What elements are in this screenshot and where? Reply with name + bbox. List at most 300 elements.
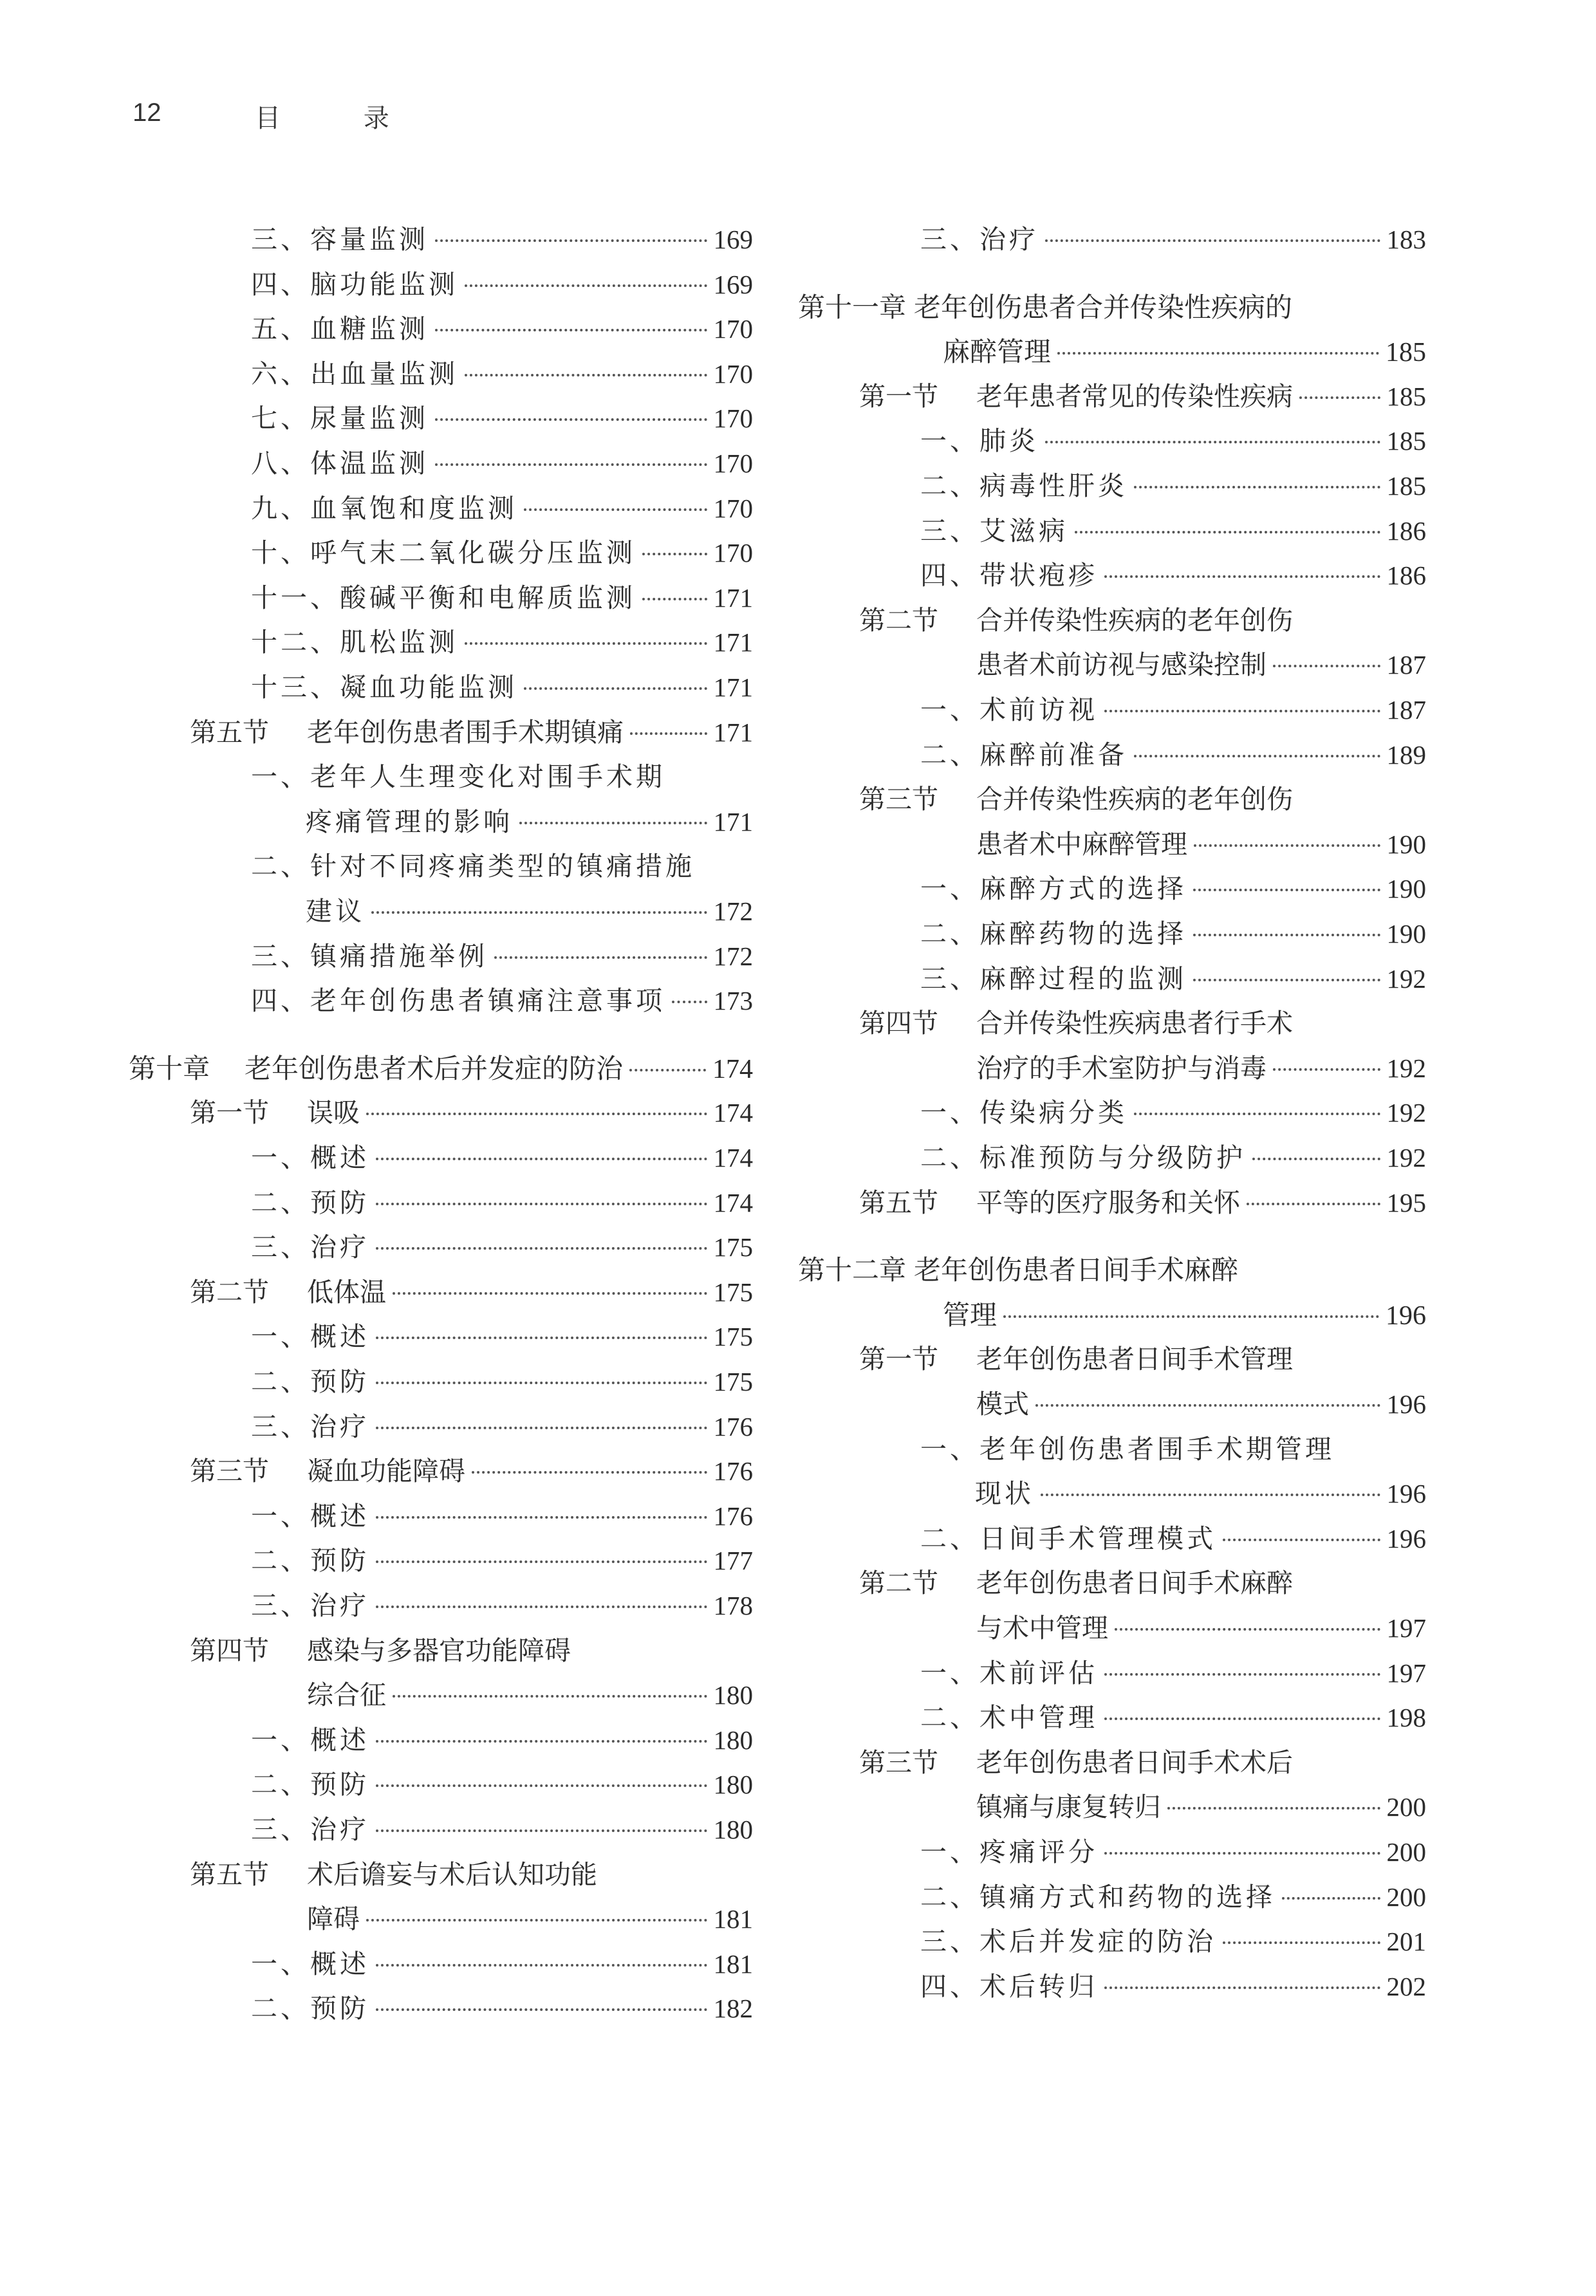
toc-entry-title: 概述 — [310, 1321, 369, 1353]
dot-leader — [465, 374, 707, 376]
toc-entry-title: 概述 — [310, 1142, 369, 1173]
toc-entry[interactable] — [251, 844, 753, 889]
toc-entry-label: 第三节 — [859, 784, 938, 815]
toc-entry-page: 170 — [713, 493, 753, 523]
toc-entry-label: 二、 — [920, 1881, 979, 1912]
toc-entry-title: 病毒性肝炎 — [979, 470, 1127, 501]
toc-entry-label: 第三节 — [190, 1456, 269, 1487]
toc-entry-page: 186 — [1386, 560, 1426, 591]
toc-entry[interactable] — [251, 1539, 753, 1583]
toc-entry-title: 镇痛措施举例 — [310, 940, 488, 972]
dot-leader — [1134, 486, 1380, 488]
toc-entry-page: 176 — [713, 1456, 753, 1486]
dot-leader — [376, 1337, 707, 1339]
toc-entry[interactable] — [251, 576, 753, 620]
toc-entry-page: 183 — [1386, 225, 1426, 254]
dot-leader — [1104, 1717, 1380, 1720]
toc-entry-title: 老年创伤患者镇痛注意事项 — [310, 985, 665, 1017]
dot-leader — [1193, 889, 1380, 891]
toc-entry-label: 二、 — [920, 470, 979, 501]
toc-entry-page: 196 — [1386, 1523, 1426, 1553]
toc-entry-title: 感染与多器官功能障碍 — [307, 1634, 571, 1666]
dot-leader — [376, 1740, 707, 1743]
toc-entry-label: 二、 — [920, 918, 979, 949]
toc-entry-label: 第十二章 — [798, 1254, 907, 1286]
toc-entry-title: 预防 — [310, 1545, 369, 1577]
toc-entry-label: 一、 — [920, 425, 979, 457]
toc-entry-title: 脑功能监测 — [310, 268, 458, 300]
toc-entry-label: 一、 — [251, 1500, 310, 1532]
toc-entry-title: 凝血功能障碍 — [307, 1456, 465, 1487]
toc-entry-title: 合并传染性疾病患者行手术 — [976, 1008, 1293, 1039]
toc-entry-label: 九、 — [251, 492, 310, 524]
toc-entry-label: 二、 — [251, 1366, 310, 1397]
dot-leader — [465, 642, 707, 645]
toc-entry-page: 173 — [713, 986, 753, 1016]
toc-entry[interactable] — [306, 889, 753, 934]
toc-entry-title: 治疗 — [310, 1232, 369, 1263]
toc-entry-title: 肺炎 — [979, 425, 1039, 457]
toc-entry-page: 177 — [713, 1546, 753, 1576]
toc-entry-title: 凝血功能监测 — [340, 672, 517, 703]
toc-entry-title: 老年人生理变化对围手术期 — [310, 761, 665, 793]
toc-entry-page: 190 — [1386, 874, 1426, 904]
toc-entry-title: 血氧饱和度监测 — [310, 492, 517, 524]
toc-entry[interactable] — [859, 1561, 1426, 1606]
dot-leader — [376, 2008, 707, 2011]
toc-entry-label: 第一节 — [190, 1097, 269, 1129]
toc-entry[interactable] — [251, 1986, 753, 2031]
toc-entry[interactable] — [251, 1315, 753, 1359]
toc-entry[interactable] — [251, 218, 753, 262]
dot-leader — [376, 1158, 707, 1160]
toc-entry-page: 190 — [1386, 919, 1426, 949]
toc-entry-label: 一、 — [920, 873, 979, 905]
toc-entry-label: 一、 — [920, 694, 979, 725]
dot-leader — [629, 1069, 706, 1071]
toc-entry-label: 第五节 — [190, 716, 269, 748]
toc-entry-label: 二、 — [251, 1545, 310, 1577]
toc-entry-page: 198 — [1386, 1703, 1426, 1733]
toc-entry-title: 出血量监测 — [310, 358, 458, 389]
toc-entry[interactable] — [251, 665, 753, 710]
toc-entry-page: 181 — [713, 1904, 753, 1934]
page-header — [133, 98, 427, 133]
dot-leader — [1299, 396, 1380, 399]
toc-entry-label: 一、 — [251, 1321, 310, 1353]
toc-entry[interactable] — [920, 218, 1426, 262]
toc-entry-title: 血糖监测 — [310, 313, 429, 345]
toc-entry-label: 二、 — [251, 851, 310, 882]
toc-entry-label: 三、 — [251, 1232, 310, 1263]
dot-leader — [435, 329, 707, 331]
toc-entry-title: 老年创伤患者日间手术术后 — [976, 1746, 1293, 1778]
toc-entry[interactable] — [976, 1046, 1426, 1091]
toc-entry[interactable] — [129, 1046, 753, 1091]
toc-entry-label: 一、 — [251, 761, 310, 793]
dot-leader — [630, 732, 707, 735]
toc-entry[interactable] — [251, 1942, 753, 1986]
dot-leader — [376, 1829, 707, 1832]
toc-entry-page: 200 — [1386, 1882, 1426, 1912]
toc-entry-label: 二、 — [251, 1187, 310, 1218]
toc-entry-title: 概述 — [310, 1724, 369, 1755]
toc-entry-label: 四、 — [251, 985, 310, 1017]
toc-entry[interactable] — [251, 755, 753, 799]
toc-entry-title: 误吸 — [307, 1097, 360, 1129]
toc-entry-label: 四、 — [920, 1970, 979, 2002]
dot-leader — [1045, 441, 1380, 443]
toc-entry-title: 日间手术管理模式 — [979, 1523, 1216, 1554]
toc-entry-label: 十三、 — [251, 672, 340, 703]
toc-entry-page: 170 — [713, 538, 753, 568]
toc-entry-page: 192 — [1386, 1143, 1426, 1172]
toc-entry-title: 传染病分类 — [979, 1097, 1127, 1129]
toc-entry[interactable] — [859, 375, 1426, 419]
toc-entry-page: 171 — [713, 672, 753, 702]
toc-entry[interactable] — [251, 1808, 753, 1852]
dot-leader — [435, 418, 707, 421]
toc-entry-page: 192 — [1386, 963, 1426, 994]
toc-entry-page: 190 — [1386, 829, 1426, 859]
toc-entry-page: 192 — [1386, 1053, 1426, 1083]
toc-entry[interactable] — [251, 1584, 753, 1628]
dot-leader — [494, 956, 707, 959]
toc-entry-title: 术前评估 — [979, 1657, 1098, 1689]
toc-entry[interactable] — [307, 1897, 753, 1941]
toc-entry-label: 五、 — [251, 313, 310, 345]
toc-entry[interactable] — [251, 441, 753, 486]
toc-entry-title: 治疗的手术室防护与消毒 — [976, 1052, 1267, 1084]
dot-leader — [1273, 665, 1380, 667]
toc-entry[interactable] — [943, 329, 1426, 374]
toc-entry-page: 197 — [1386, 1658, 1426, 1688]
toc-entry[interactable] — [798, 1248, 1426, 1292]
toc-entry-page: 171 — [713, 582, 753, 613]
toc-entry-title: 老年创伤患者围手术期管理 — [979, 1433, 1335, 1465]
toc-entry-page: 200 — [1386, 1792, 1426, 1822]
toc-entry-label: 二、 — [920, 1142, 979, 1173]
toc-entry-title: 带状疱疹 — [979, 560, 1098, 591]
dot-leader — [1003, 1315, 1379, 1318]
toc-entry[interactable] — [920, 957, 1426, 1001]
toc-entry[interactable] — [920, 912, 1426, 956]
toc-entry-page: 200 — [1386, 1837, 1426, 1867]
toc-entry-label: 第一节 — [859, 1344, 938, 1375]
toc-entry[interactable] — [859, 1337, 1426, 1382]
toc-entry[interactable] — [920, 733, 1426, 777]
toc-entry[interactable] — [920, 1875, 1426, 1920]
toc-entry-page: 187 — [1386, 695, 1426, 725]
toc-entry[interactable] — [920, 1651, 1426, 1696]
toc-entry-page: 171 — [713, 627, 753, 658]
toc-entry-title: 模式 — [976, 1389, 1029, 1420]
toc-entry-page: 174 — [712, 1054, 753, 1084]
toc-entry[interactable] — [920, 509, 1426, 553]
toc-entry-page: 174 — [713, 1098, 753, 1128]
toc-entry-page: 176 — [713, 1501, 753, 1531]
dot-leader — [1075, 531, 1380, 533]
toc-entry[interactable] — [920, 553, 1426, 598]
toc-entry-title: 术中管理 — [979, 1702, 1098, 1734]
toc-entry-page: 195 — [1386, 1187, 1426, 1217]
toc-entry-page: 174 — [713, 1143, 753, 1172]
dot-leader — [472, 1471, 707, 1474]
toc-entry-title: 治疗 — [310, 1814, 369, 1845]
toc-entry-title: 酸碱平衡和电解质监测 — [340, 582, 636, 613]
toc-entry[interactable] — [251, 531, 753, 575]
toc-entry[interactable] — [920, 1830, 1426, 1875]
toc-entry-page: 170 — [713, 314, 753, 344]
toc-entry-page: 201 — [1386, 1927, 1426, 1957]
toc-entry[interactable] — [251, 396, 753, 441]
dot-leader — [642, 598, 707, 600]
toc-entry-label: 一、 — [251, 1142, 310, 1173]
toc-entry-title: 老年创伤患者合并传染性疾病的 — [914, 291, 1293, 323]
toc-entry-page: 189 — [1386, 739, 1426, 770]
dot-leader — [1104, 1852, 1380, 1855]
dot-leader — [524, 508, 707, 511]
toc-entry[interactable] — [920, 464, 1426, 508]
dot-leader — [376, 1203, 707, 1205]
toc-entry[interactable] — [251, 934, 753, 979]
dot-leader — [1057, 352, 1379, 355]
toc-entry[interactable] — [920, 688, 1426, 732]
toc-entry[interactable] — [251, 620, 753, 665]
toc-entry[interactable] — [976, 643, 1426, 687]
toc-entry[interactable] — [976, 1382, 1426, 1427]
dot-leader — [465, 284, 707, 287]
toc-entry-label: 三、 — [251, 1590, 310, 1621]
toc-entry[interactable] — [798, 285, 1426, 329]
dot-leader — [376, 1516, 707, 1519]
toc-entry[interactable] — [975, 1472, 1426, 1516]
toc-entry-label: 三、 — [920, 224, 979, 255]
toc-entry-page: 169 — [713, 225, 753, 254]
toc-entry-title: 镇痛与康复转归 — [976, 1791, 1161, 1823]
toc-entry-label: 第十一章 — [798, 291, 907, 323]
toc-entry-page: 171 — [713, 717, 753, 747]
toc-entry[interactable] — [251, 1494, 753, 1539]
toc-entry-page: 185 — [1386, 381, 1426, 411]
toc-entry[interactable] — [251, 1763, 753, 1807]
dot-leader — [376, 1784, 707, 1787]
toc-entry-page: 182 — [713, 1994, 753, 2024]
toc-entry[interactable] — [859, 1741, 1426, 1785]
toc-entry-label: 八、 — [251, 448, 310, 479]
toc-entry-label: 三、 — [251, 940, 310, 972]
toc-entry-label: 一、 — [920, 1837, 979, 1867]
toc-entry-page: 185 — [1386, 426, 1426, 456]
toc-entry-title: 麻醉方式的选择 — [979, 873, 1187, 905]
toc-entry[interactable] — [976, 1606, 1426, 1651]
toc-entry-title: 针对不同疼痛类型的镇痛措施 — [310, 851, 695, 882]
toc-entry-label: 一、 — [920, 1097, 979, 1129]
toc-entry-title: 标准预防与分级防护 — [979, 1142, 1246, 1173]
toc-entry-title: 障碍 — [307, 1903, 360, 1935]
header-title: 目 录 — [255, 104, 427, 133]
toc-entry[interactable] — [251, 1181, 753, 1225]
dot-leader — [1134, 1113, 1380, 1115]
toc-entry-page: 181 — [713, 1949, 753, 1979]
toc-entry-title: 麻醉过程的监测 — [979, 963, 1187, 994]
toc-entry-label: 一、 — [920, 1657, 979, 1689]
dot-leader — [642, 553, 707, 555]
toc-entry-label: 三、 — [251, 1411, 310, 1442]
toc-entry-label: 三、 — [251, 1814, 310, 1845]
toc-entry-label: 六、 — [251, 358, 310, 389]
toc-entry[interactable] — [859, 1001, 1426, 1046]
toc-entry-label: 四、 — [251, 268, 310, 300]
toc-entry[interactable] — [190, 1449, 753, 1494]
toc-entry-title: 管理 — [943, 1299, 998, 1331]
toc-entry[interactable] — [920, 419, 1426, 463]
toc-entry[interactable] — [251, 979, 753, 1023]
dot-leader — [366, 1919, 707, 1921]
toc-entry[interactable] — [251, 1225, 753, 1270]
toc-entry-title: 体温监测 — [310, 448, 429, 479]
dot-leader — [393, 1695, 707, 1698]
toc-entry-label: 二、 — [920, 1702, 979, 1734]
toc-entry[interactable] — [190, 1091, 753, 1135]
dot-leader — [1223, 1941, 1380, 1944]
toc-entry-label: 四、 — [920, 560, 979, 591]
toc-entry[interactable] — [920, 1517, 1426, 1561]
dot-leader — [519, 822, 707, 824]
dot-leader — [1193, 979, 1380, 981]
toc-entry[interactable] — [920, 1091, 1426, 1135]
toc-entry-title: 概述 — [310, 1500, 369, 1532]
toc-entry-label: 第五节 — [190, 1858, 269, 1890]
toc-entry-page: 185 — [1386, 471, 1426, 501]
dot-leader — [1193, 934, 1380, 936]
toc-entry-page: 175 — [713, 1277, 753, 1307]
toc-entry[interactable] — [976, 1785, 1426, 1829]
toc-entry-title: 现状 — [975, 1478, 1034, 1510]
toc-entry[interactable] — [307, 1673, 753, 1717]
toc-entry[interactable] — [190, 1270, 753, 1315]
toc-entry-page: 196 — [1386, 1301, 1426, 1331]
toc-entry-page: 170 — [713, 449, 753, 478]
dot-leader — [1194, 844, 1380, 847]
toc-entry-page: 175 — [713, 1232, 753, 1263]
toc-entry-title: 低体温 — [307, 1276, 386, 1308]
toc-entry-title: 预防 — [310, 1769, 369, 1801]
toc-entry[interactable] — [190, 710, 753, 755]
dot-leader — [376, 1247, 707, 1250]
toc-entry[interactable] — [251, 1405, 753, 1449]
toc-entry-label: 第一节 — [859, 380, 938, 412]
toc-entry[interactable] — [190, 1853, 753, 1897]
dot-leader — [376, 1964, 707, 1967]
toc-entry[interactable] — [920, 1965, 1426, 2009]
dot-leader — [376, 1382, 707, 1384]
toc-entry[interactable] — [251, 1360, 753, 1404]
toc-entry-title: 患者术前访视与感染控制 — [976, 649, 1267, 681]
toc-entry-page: 185 — [1386, 338, 1426, 368]
toc-entry-label: 一、 — [920, 1433, 979, 1465]
dot-leader — [1247, 1203, 1380, 1205]
toc-entry-title: 疼痛管理的影响 — [306, 806, 513, 837]
toc-entry[interactable] — [943, 1293, 1426, 1337]
toc-entry-label: 二、 — [251, 1993, 310, 2024]
toc-entry-title: 平等的医疗服务和关怀 — [976, 1187, 1240, 1218]
toc-entry-title: 老年创伤患者日间手术管理 — [976, 1344, 1293, 1375]
dot-leader — [1104, 710, 1380, 712]
toc-entry-label: 第二节 — [859, 604, 938, 636]
toc-entry[interactable] — [251, 1136, 753, 1180]
toc-entry-page: 202 — [1386, 1971, 1426, 2001]
dot-leader — [1167, 1807, 1380, 1810]
toc-entry[interactable] — [920, 1920, 1426, 1964]
toc-entry[interactable] — [306, 800, 753, 844]
toc-entry-label: 第二节 — [190, 1276, 269, 1308]
toc-entry-title: 镇痛方式和药物的选择 — [979, 1881, 1276, 1912]
toc-entry-title: 术后并发症的防治 — [979, 1926, 1216, 1958]
toc-entry-title: 与术中管理 — [976, 1613, 1108, 1643]
toc-entry-page: 175 — [713, 1322, 753, 1352]
toc-entry-title: 治疗 — [310, 1590, 369, 1621]
toc-entry-label: 第四节 — [859, 1008, 938, 1039]
dot-leader — [376, 1606, 707, 1608]
page-number: 12 — [133, 98, 162, 127]
toc-entry[interactable] — [190, 1629, 753, 1673]
toc-entry-label: 三、 — [920, 963, 979, 994]
toc-entry[interactable] — [920, 1696, 1426, 1740]
toc-entry-title: 综合征 — [307, 1680, 386, 1711]
toc-entry-title: 术前访视 — [979, 694, 1098, 725]
dot-leader — [371, 911, 707, 914]
toc-entry-title: 治疗 — [310, 1411, 369, 1442]
toc-entry-label: 第十章 — [129, 1052, 210, 1084]
toc-entry-label: 二、 — [920, 739, 979, 770]
toc-entry-title: 尿量监测 — [310, 403, 429, 434]
dot-leader — [672, 1001, 707, 1003]
toc-entry-page: 187 — [1386, 650, 1426, 680]
toc-entry[interactable] — [251, 1718, 753, 1763]
toc-entry[interactable] — [251, 486, 753, 531]
toc-entry-label: 三、 — [920, 1926, 979, 1958]
toc-entry[interactable] — [251, 263, 753, 307]
toc-entry[interactable] — [859, 1181, 1426, 1225]
toc-entry-page: 171 — [713, 806, 753, 837]
toc-entry-page: 174 — [713, 1187, 753, 1217]
toc-entry-page: 172 — [713, 941, 753, 971]
toc-entry-page: 197 — [1386, 1613, 1426, 1643]
toc-entry-label: 十、 — [251, 537, 310, 569]
dot-leader — [376, 1427, 707, 1429]
toc-entry[interactable] — [920, 1427, 1426, 1472]
toc-entry-label: 第四节 — [190, 1634, 269, 1666]
toc-entry[interactable] — [976, 822, 1426, 867]
toc-entry-title: 合并传染性疾病的老年创伤 — [976, 604, 1293, 636]
toc-entry[interactable] — [859, 598, 1426, 643]
toc-entry[interactable] — [859, 777, 1426, 822]
dot-leader — [366, 1113, 707, 1115]
dot-leader — [1045, 239, 1380, 242]
toc-entry[interactable] — [251, 307, 753, 351]
toc-entry-title: 预防 — [310, 1366, 369, 1397]
toc-entry-label: 一、 — [251, 1948, 310, 1979]
dot-leader — [376, 1560, 707, 1563]
toc-entry-page: 180 — [713, 1680, 753, 1710]
toc-entry-title: 概述 — [310, 1948, 369, 1979]
toc-entry-page: 196 — [1386, 1389, 1426, 1419]
toc-entry[interactable] — [920, 1136, 1426, 1180]
toc-entry[interactable] — [920, 867, 1426, 911]
toc-entry-title: 麻醉前准备 — [979, 739, 1127, 770]
toc-entry[interactable] — [251, 352, 753, 396]
